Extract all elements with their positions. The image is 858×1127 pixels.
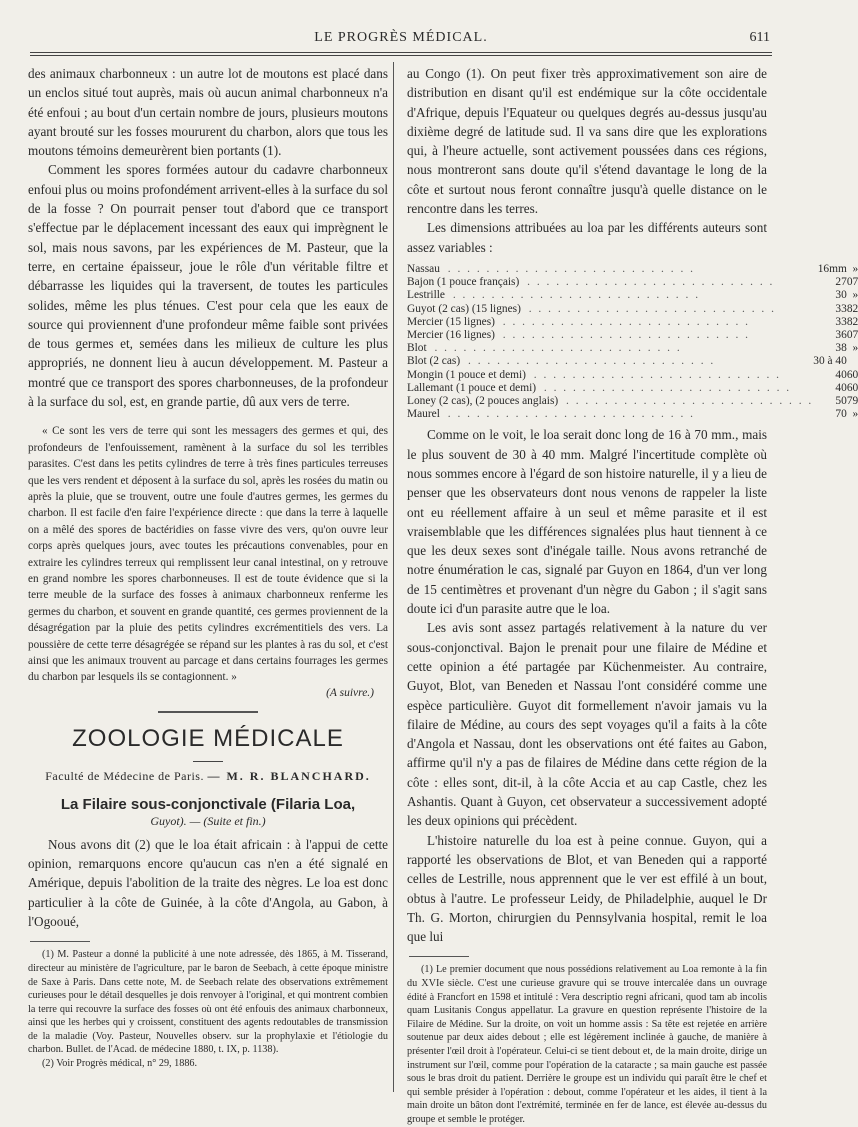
footnotes [407, 963, 767, 1126]
paragraph: Nous avons dit (2) que le loa était africain : à l'appui de cette opinion, remarquons encore qu'aucun cas n'en a été signalé en Amérique, depuis l'abolition de la traite des nègres. Le loa est donc particulier à la côte de Guinée, à la côte d'Angola, au Gabon, à l'Ogooué, [28, 836, 388, 930]
paragraph: des animaux charbonneux : un autre lot de moutons est placé dans un enclos situé tout auprès, mais où aucun animal charbonneux n'a été enfoui ; au bout d'un certain nombre de jours, plusieurs moutons ayant brouté sur les fosses moururent du charbon, alors que tous les moutons témoins demeurèrent bien portants (1). [28, 66, 388, 159]
leader-dots: . . . . . . . . . . . . . . . . . . . . . . . . . . [522, 276, 775, 289]
length-fraction: 79 [846, 395, 858, 407]
author-name: Blot (2 cas) [407, 355, 463, 367]
author-name: Mongin (1 pouce et demi) [407, 369, 529, 381]
length-mm: 70 [835, 408, 847, 421]
author-name: — M. R. BLANCHARD. [207, 768, 371, 783]
leader-dots: . . . . . . . . . . . . . . . . . . . . . . . . . . [447, 289, 701, 302]
leader-dots: . . . . . . . . . . . . . . . . . . . . . . . . . . [497, 315, 751, 328]
length-fraction: » [852, 262, 858, 275]
length-mm: 30 à 40 [813, 355, 847, 368]
paragraph: Comme on le voit, le loa serait donc long de 16 à 70 mm., mais le plus souvent de 30 à 40 mm. Malgré l'incertitude complète où nous sommes encore à l'égard de son histoire naturelle, il y a lieu de penser que les observateurs dont nous venons de rappeler la liste ont eu réellement affaire à un seul et même parasite et il est vraisemblable que les différences signalées plus haut tiennent à ce que les deux sexes sont d'inégale taille. Nous avons retranché de notre énumération le cas, signalé par Guyon en 1864, d'un ver long de 15 centimètres et provenant d'un nègre du Gabon ; il s'agit sans doute ici d'un parasite autre que le loa. [407, 427, 767, 617]
author-cell [407, 316, 813, 329]
to-be-continued: (A suivre.) [326, 686, 374, 699]
length-mm: 33 [835, 302, 847, 315]
length-fraction [847, 355, 858, 368]
author-name: Guyot (2 cas) (15 lignes) [407, 303, 524, 315]
pasteur-quote [28, 423, 388, 686]
author-name: Nassau [407, 263, 443, 275]
author-name: Lestrille [407, 289, 448, 301]
length-mm: 33 [835, 315, 847, 328]
ornament-rule [158, 711, 258, 713]
length-mm: 50 [835, 395, 847, 407]
leader-dots: . . . . . . . . . . . . . . . . . . . . . . . . . . [442, 262, 695, 275]
paragraph: Comment les spores formées autour du cadavre charbonneux enfoui plus ou moins profondément arrivent-elles à la surface du sol de la fosse ? On pourrait penser tout d'abord que ce transport s'effectue par le déplacement incessant des eaux qui imprègnent le sol, mais nous savons, par les expériences de M. Pasteur, que la terre, en certaine épaisseur, joue le rôle d'un véritable filtre et débarrasse les liquides qui la traversent, de toutes les particules solides, même les plus ténues. C'est pour cela que les eaux de source qui proviennent d'une profondeur même faible sont privées de tous germes et, semées dans les milieux de culture les plus appropriés, ne donnent lieu à aucun développement. M. Pasteur a montré que ce transport des spores charbonneuses, de la profondeur à la surface du sol, est, en grande partie, dû aux vers de terre. [28, 162, 388, 410]
length-mm: 38 [835, 342, 847, 355]
column-divider [393, 62, 394, 1092]
dimension-row [407, 276, 858, 289]
dimension-row [407, 289, 858, 302]
page-number: 611 [749, 30, 770, 45]
faculty-name: Faculté de Médecine de Paris. [45, 768, 204, 783]
length-mm: 27 [835, 276, 847, 289]
author-cell [407, 329, 813, 342]
length-fraction: 60 [846, 368, 858, 381]
author-cell [407, 289, 813, 302]
journal-title: LE PROGRÈS MÉDICAL. [314, 30, 488, 45]
author-cell [407, 342, 813, 355]
footnote: (2) Voir Progrès médical, n° 29, 1886. [42, 1058, 198, 1070]
length-mm: 40 [835, 368, 847, 381]
length-mm: 30 [835, 289, 847, 302]
leader-dots: . . . . . . . . . . . . . . . . . . . . . . . . . . [523, 302, 776, 315]
dimension-row [407, 355, 858, 368]
footnotes [28, 948, 388, 1070]
author-cell [407, 303, 813, 316]
leader-dots: . . . . . . . . . . . . . . . . . . . . . . . . . . [463, 355, 716, 368]
section-rule [193, 761, 223, 762]
quote-text: « Ce sont les vers de terre qui sont les messagers des germes et qui, des profondeurs de l'enfouissement, ramènent à la surface du sol les terribles parasites. C'est dans les petits cylindres de terre à très fines particules terreuses que les vers rendent et déposent à la surface du sol, après les rosées du matin ou après la pluie, que se trouvent, outre une foule d'autres germes, les germes du charbon. Il est facile d'en faire l'expérience directe : que dans la terre à laquelle on a mêlé des spores de bactéridies on fasse vivre des vers, qu'on ouvre leur corps après quelques jours, avec toutes les précautions convenables, pour en extraire les cylindres terreux qui remplissent leur canal intestinal, on y retrouve en grand nombre les spores charbonneuses. Il est de toute évidence que si la terre meuble de la surface des fosses à animaux charbonneux renferme les germes du charbon, et souvent en grande quantité, ces germes proviennent de la désagrégation par la pluie des petits cylindres excrémentitiels des vers. La poussière de cette terre désagrégée se répand sur les plantes à ras du sol, et c'est ainsi que les animaux trouvent au parcage et dans certains fourrages les germes du charbon par lesquels ils se contagionnent. » [28, 425, 388, 684]
footnote: (1) Le premier document que nous possédions relativement au Loa remonte à la fin du XVIe siècle. C'est une curieuse gravure qui se trouve intercalée dans un ouvrage édité à Francfort en 1598 et intitulé : Vera descriptio regni africani, quod tam ab incolis quam Lusitanis Congus appellatur. La gravure en question représente l'histoire de la Filaire de Médine. Sur la droite, on voit un homme assis : Sa tête est rejetée en arrière soutenue par deux aides debout ; elle est légèrement inclinée à gauche, de manière à présenter l'œil droit à l'opérateur. Celui-ci se tient debout et, de la main droite, dirige un instrument sur l'œil, comme pour l'opération de la cataracte ; sa main gauche est passée sous le bras droit du patient. Derrière le groupe est un individu qui paraît être le chef et qui semble présider à l'opération : debout, comme l'opérateur et les aides, il tient à la main droite un bâton dont l'extrémité, terminée en fer de lance, est élevée au-dessus du groupe et semble le protéger. [407, 964, 767, 1125]
dimension-row [407, 408, 858, 421]
paragraph: L'histoire naturelle du loa est à peine connue. Guyon, qui a rapporté les observations de Blot, et van Beneden qui a rapporté celles de Lestrille, nous apprennent que le ver est effilé à un bout, obtus à l'autre. Le professeur Leidy, de Philadelphie, auquel le Dr Th. G. Morton, chirurgien du Pennsylvania hospital, remit le loa que lui [407, 832, 767, 945]
dimension-row [407, 342, 858, 355]
header-rule-bottom [30, 55, 772, 56]
leader-dots: . . . . . . . . . . . . . . . . . . . . . . . . . . [528, 368, 782, 381]
faculty-line [28, 768, 388, 784]
footnote-rule [409, 956, 469, 957]
left-column [28, 64, 388, 1071]
author-cell [407, 355, 813, 368]
author-cell [407, 263, 813, 276]
leader-dots: . . . . . . . . . . . . . . . . . . . . . . . . . . [561, 395, 814, 407]
dimension-row [407, 369, 858, 382]
author-name: Mercier (16 lignes) [407, 329, 498, 341]
dimensions-table [407, 263, 858, 421]
author-name: Lallemant (1 pouce et demi) [407, 382, 539, 394]
leader-dots: . . . . . . . . . . . . . . . . . . . . . . . . . . [539, 381, 792, 394]
page-header [30, 26, 772, 50]
dimension-row [407, 263, 858, 276]
author-cell [407, 276, 813, 289]
dimension-row [407, 395, 858, 408]
length-fraction: 60 [846, 381, 858, 394]
author-name: Mercier (15 lignes) [407, 316, 498, 328]
length-mm: 36 [835, 328, 847, 341]
header-rule-top [30, 52, 772, 53]
length-fraction: 07 [846, 328, 858, 341]
author-cell [407, 369, 813, 382]
right-column [407, 64, 858, 1127]
article-title: La Filaire sous-conjonctivale (Filaria Loa, [60, 795, 356, 813]
dimension-row [407, 303, 858, 316]
section-title: ZOOLOGIE MÉDICALE [72, 724, 344, 752]
author-name: Loney (2 cas), (2 pouces anglais) [407, 395, 561, 407]
length-fraction: » [852, 289, 858, 302]
paragraph: au Congo (1). On peut fixer très approximativement son aire de distribution en disant qu'il est endémique sur la côte occidentale d'Afrique, depuis l'Equateur ou quelques degrés au-dessus jusqu'au dixième degré de latitude sud. Il va sans dire que les explorations qui, à l'heure actuelle, sont activement poussées dans ces régions, nous montreront sans doute qu'il s'étend davantage le long de la côte et surtout nous feront connaître jusqu'à quelle distance on le rencontre dans les terres. [407, 66, 767, 217]
footnote-rule [30, 941, 90, 942]
length-fraction: 82 [846, 315, 858, 328]
author-name: Bajon (1 pouce français) [407, 276, 522, 288]
length-mm: 40 [835, 381, 847, 394]
dimension-row [407, 329, 858, 342]
leader-dots: . . . . . . . . . . . . . . . . . . . . . . . . . . [442, 408, 695, 421]
length-mm: 16mm [817, 262, 847, 275]
length-fraction: » [852, 408, 858, 421]
length-fraction: » [852, 342, 858, 355]
paragraph: Les dimensions attribuées au loa par les différents auteurs sont assez variables : [407, 220, 767, 255]
author-name: Maurel [407, 408, 443, 420]
leader-dots: . . . . . . . . . . . . . . . . . . . . . . . . . . [497, 328, 751, 341]
length-fraction: 82 [846, 302, 858, 315]
dimension-row [407, 316, 858, 329]
author-name: Blot [407, 342, 430, 354]
paragraph: Les avis sont assez partagés relativement à la nature du ver sous-conjonctival. Bajon le prenait pour une filaire de Médine et cette opinion a été partagée par Küchenmeister. Au contraire, Guyot, Blot, van Beneden et Nassau l'ont considéré comme une espèce particulière. Guyot dit formellement n'avoir jamais vu la filaire de Médine, au cours des sept voyages qu'il a faits à la côte d'Angola et Nassau, dont les observations ont été faites au Gabon, affirme qu'il n'y a pas de filaires de Médine dans cette région de la côte : elles sont, dit-il, à la côte Accia et au cap Castle, chez les Ashantis. Quant à Guyon, cet observateur a successivement adopté les deux opinions qui précèdent. [407, 620, 767, 829]
dimension-row [407, 382, 858, 395]
leader-dots: . . . . . . . . . . . . . . . . . . . . . . . . . . [429, 342, 682, 355]
article-subtitle: Guyot). — (Suite et fin.) [150, 813, 266, 828]
author-cell [407, 408, 813, 421]
footnote: (1) M. Pasteur a donné la publicité à une note adressée, dès 1865, à M. Tisserand, directeur au ministère de l'agriculture, par le baron de Seebach, à cette époque ministre de Saxe à Paris. Dans cette note, M. de Seebach relate des observations extrêmement curieuses pour le détail desquelles je dois renvoyer à l'original, et qui montrent combien la terre qui recouvre la surface des fosses où ont été enfouis des animaux charbonneux, ainsi que les herbes qui y croissent, constituent des agents redoutables de transmission de la maladie (Voy. Pasteur, Nouvelles observ. sur la prophylaxie et l'étiologie du charbon. Bullet. de l'Acad. de médecine 1880, t. IX, p. 1138). [28, 949, 388, 1056]
author-cell [407, 395, 813, 408]
length-fraction: 07 [846, 276, 858, 289]
author-cell [407, 382, 813, 395]
